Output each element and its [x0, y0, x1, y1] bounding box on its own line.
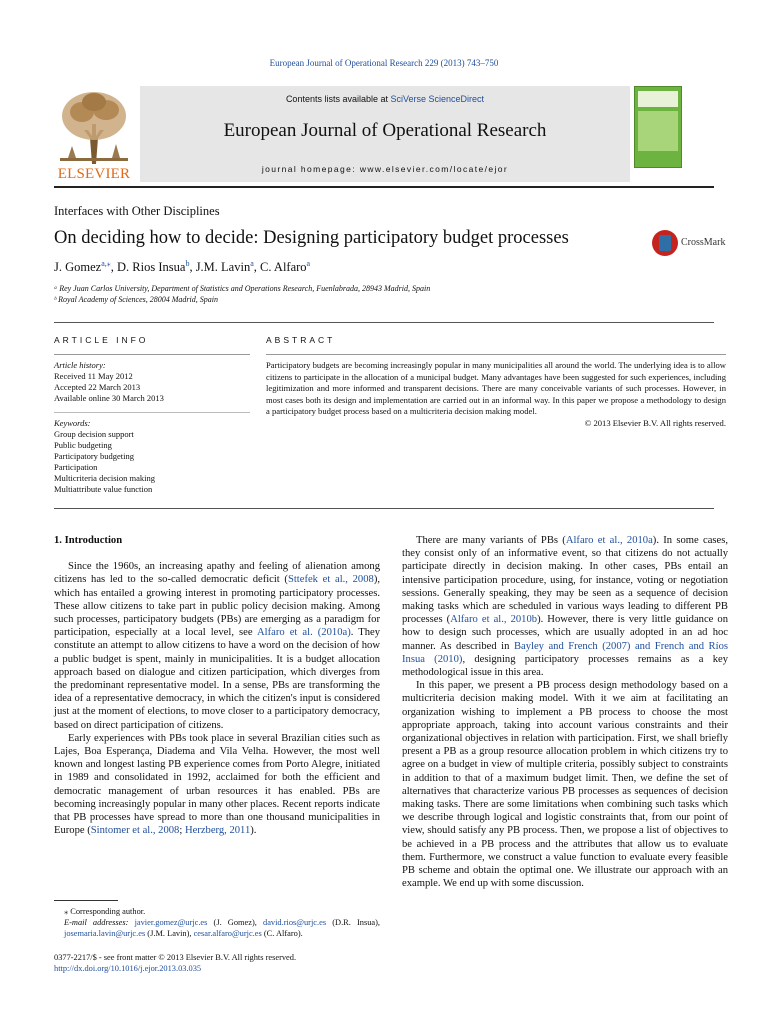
abstract-copyright: © 2013 Elsevier B.V. All rights reserved. — [584, 417, 726, 428]
reference-link[interactable]: Alfaro et al. (2010a) — [257, 627, 351, 639]
article-section: Interfaces with Other Disciplines — [54, 204, 220, 218]
keyword: Multiattribute value function — [54, 484, 153, 494]
footnote-rule — [54, 900, 118, 901]
abstract-paragraph: Participatory budgets are becoming increasingly popular in many municipalities all around the world. The underlying idea is to allow citizens to participate in the allocation of a municipal budget. Many advantages have been suggested for such experiences, including legitimization and more informed and transparent decisions. There are many conceivable variants of such processes. However, in most cases both its design and implementation are carried out in an informal way. In this paper we propose a methodology to design a participatory budget process based on a multicriteria decision making model. — [266, 360, 726, 417]
crossmark-icon — [652, 230, 678, 256]
author-affiliation-link[interactable]: a — [306, 259, 311, 268]
front-matter-rule — [54, 322, 714, 323]
author-affiliation-link[interactable]: a,⁎ — [101, 259, 111, 268]
body-column-left — [54, 534, 380, 837]
contents-available-line — [140, 94, 630, 104]
abstract-body — [266, 360, 726, 430]
reference-link[interactable]: Alfaro et al., 2010a — [565, 535, 653, 546]
contents-prefix: Contents lists available at — [285, 94, 391, 104]
crossmark-button[interactable] — [652, 230, 728, 260]
history-online: Available online 30 March 2013 — [54, 393, 164, 403]
article-title: On deciding how to decide: Designing participatory budget processes — [54, 228, 569, 248]
reference-link[interactable]: Herzberg, 2011 — [184, 825, 251, 837]
email-addresses: E-mail addresses: javier.gomez@urjc.es (J. Gomez), david.rios@urjc.es (D.R. Insua), josemaria.lavin@urjc.es (J.M. Lavin), cesar.alfaro@urjc.es (C. Alfaro). — [64, 918, 380, 939]
footnotes — [54, 906, 380, 940]
affiliation-a: ᵃ Rey Juan Carlos University, Department of Statistics and Operations Research, Fuenlabrada, 28943 Madrid, Spain — [54, 284, 431, 293]
section-heading-introduction: 1. Introduction — [54, 535, 123, 546]
article-history — [54, 360, 164, 404]
history-accepted: Accepted 22 March 2013 — [54, 382, 141, 392]
journal-title: European Journal of Operational Research — [223, 120, 547, 141]
history-label: Article history: — [54, 360, 106, 370]
publisher-name: ELSEVIER — [57, 166, 131, 182]
body-paragraph: In this paper, we present a PB process design methodology based on a multicriteria decision making model. With it we aim at facilitating an organization wishing to implement a PB process to choose the most appropriate approach, taking into account various constraints and their organizational objectives in relation with participation. First, we shall briefly present a PB as a group resource allocation problem in which citizens try to agree on a budget in view of multiple criteria, possibly subject to constraints in addition to that of a maximum budget limit. Then, we define the set of alternatives that characterize various PB processes as sequences of decision making tasks. There are some limitations when combining such tasks which we describe through logical and logistic constraints that, from our point of view, should satisfy any PB process. Then, we propose a list of objectives to be achieved in a PB process and the attributes that allow us to evaluate them. Furthermore, we construct a value function to evaluate every feasible PB scheme and obtain the optimal one. We illustrate our approach with an example. We end up with some discussion. — [402, 680, 728, 890]
email-label: E-mail addresses: — [64, 918, 129, 928]
reference-link[interactable]: Sintomer et al., 2008 — [90, 825, 180, 837]
reference-link[interactable]: Sttefek et al., 2008 — [287, 574, 374, 586]
article-info-heading: ARTICLE INFO — [54, 335, 149, 345]
keyword: Group decision support — [54, 429, 134, 439]
journal-citation[interactable]: European Journal of Operational Research 229 (2013) 743–750 — [269, 58, 499, 68]
journal-masthead — [54, 86, 714, 186]
author-name: J.M. Lavin — [195, 260, 251, 275]
issn-line: 0377-2217/$ - see front matter © 2013 Elsevier B.V. All rights reserved. — [54, 953, 297, 962]
info-rule — [54, 354, 250, 355]
masthead-rule — [54, 186, 714, 188]
keywords-rule — [54, 412, 250, 413]
keyword: Multicriteria decision making — [54, 473, 156, 483]
history-received: Received 11 May 2012 — [54, 371, 133, 381]
keyword: Public budgeting — [54, 440, 112, 450]
corresponding-author-note: ⁎ Corresponding author. — [64, 907, 146, 916]
author-name: J. Gomez — [54, 260, 102, 275]
affiliation-b: ᵇ Royal Academy of Sciences, 28004 Madrid, Spain — [54, 295, 218, 304]
abstract-rule — [266, 354, 726, 355]
body-paragraph: There are many variants of PBs (Alfaro et al., 2010a). In some cases, they consist only of an informative event, so that citizens do not actually participate directly in decision making. In other cases, PBs entail an intensive participation procedure, using, for instance, voting or negotiation sessions. Generally speaking, they may be seen as a sequence of decision making tasks which are scheduled in various ways leading to different PB processes (Alfaro et al., 2010b). However, there is very little guidance on how to design such processes, which are usually adopted in an ad hoc manner. As described in Bayley and French (2007) and French and Ríos Insua (2010), designing participatory processes remains as a key methodological issue in this area. — [402, 535, 728, 679]
doi-link[interactable]: http://dx.doi.org/10.1016/j.ejor.2013.03.035 — [54, 964, 202, 974]
email-link[interactable]: josemaria.lavin@urjc.es — [64, 929, 146, 939]
author-name: C. Alfaro — [260, 260, 307, 275]
author-name: D. Rios Insua — [117, 260, 186, 275]
reference-link[interactable]: Bayley and French (2007) and French and Ríos Insua (2010) — [402, 640, 728, 665]
author-list: J. Gomez$^{a,⁎}$, D. Rios Insua$^b$, J.M. Lavin$^a$, C. Alfaro$^a$ — [54, 259, 311, 275]
body-paragraph: Since the 1960s, an increasing apathy and feeling of alienation among citizens has led to the so-called democratic deficit (Sttefek et al., 2008), which has entailed a growing interest in promoting participatory processes. These allow citizens to take part in public policy decision making. Among such processes, participatory budgets (PBs) are emerging as a paradigm for participation, especially at a local level, see Alfaro et al. (2010a). They constitute an attempt to allow citizens to have a word on the decision of how a public budget is spent, mainly in municipalities. It is a budget allocation approach based on dialogue and citizen participation, which diverges from the predominant representative model. In a sense, PBs are transforming the idea of a representative democracy, in which the citizen's input is considered just at the moment of elections, to move closer to a participatory democracy, based on direct participation of citizens. — [54, 561, 381, 731]
keywords-block — [54, 418, 155, 495]
reference-link[interactable]: Alfaro et al., 2010b — [450, 614, 538, 626]
abstract-heading: ABSTRACT — [266, 335, 336, 345]
author-affiliation-link[interactable]: a — [250, 259, 254, 268]
keyword: Participatory budgeting — [54, 451, 135, 461]
email-link[interactable]: david.rios@urjc.es — [263, 918, 327, 928]
sciencedirect-link[interactable]: SciVerse ScienceDirect — [390, 94, 485, 104]
author-affiliation-link[interactable]: b — [185, 259, 190, 268]
body-column-right — [402, 534, 728, 890]
email-link[interactable]: cesar.alfaro@urjc.es — [193, 929, 262, 939]
journal-cover-thumbnail — [634, 86, 682, 168]
body-paragraph: Early experiences with PBs took place in several Brazilian cities such as Lajes, Boa Esperança, Diadema and Vila Velha. However, the most well known and longest lasting PB experience comes from Porto Alegre, initiated in 1989 and consolidated in 1992, acclaimed for both the efficient and democratic management of urban resources it has enabled. PBs are becoming increasingly popular in many other places. Recent reports indicate that PB processes have spread to more than one thousand municipalities in Europe (Sintomer et al., 2008; Herzberg, 2011). — [54, 732, 380, 837]
keyword: Participation — [54, 462, 98, 472]
masthead-band — [140, 86, 630, 182]
journal-homepage[interactable]: journal homepage: www.elsevier.com/locate/ejor — [261, 164, 509, 174]
journal-cover[interactable] — [634, 86, 714, 182]
body-rule — [54, 508, 714, 509]
keywords-label: Keywords: — [54, 418, 91, 428]
email-link[interactable]: javier.gomez@urjc.es — [134, 918, 208, 928]
issn-doi-block — [54, 952, 296, 974]
crossmark-label: CrossMark — [681, 237, 726, 248]
